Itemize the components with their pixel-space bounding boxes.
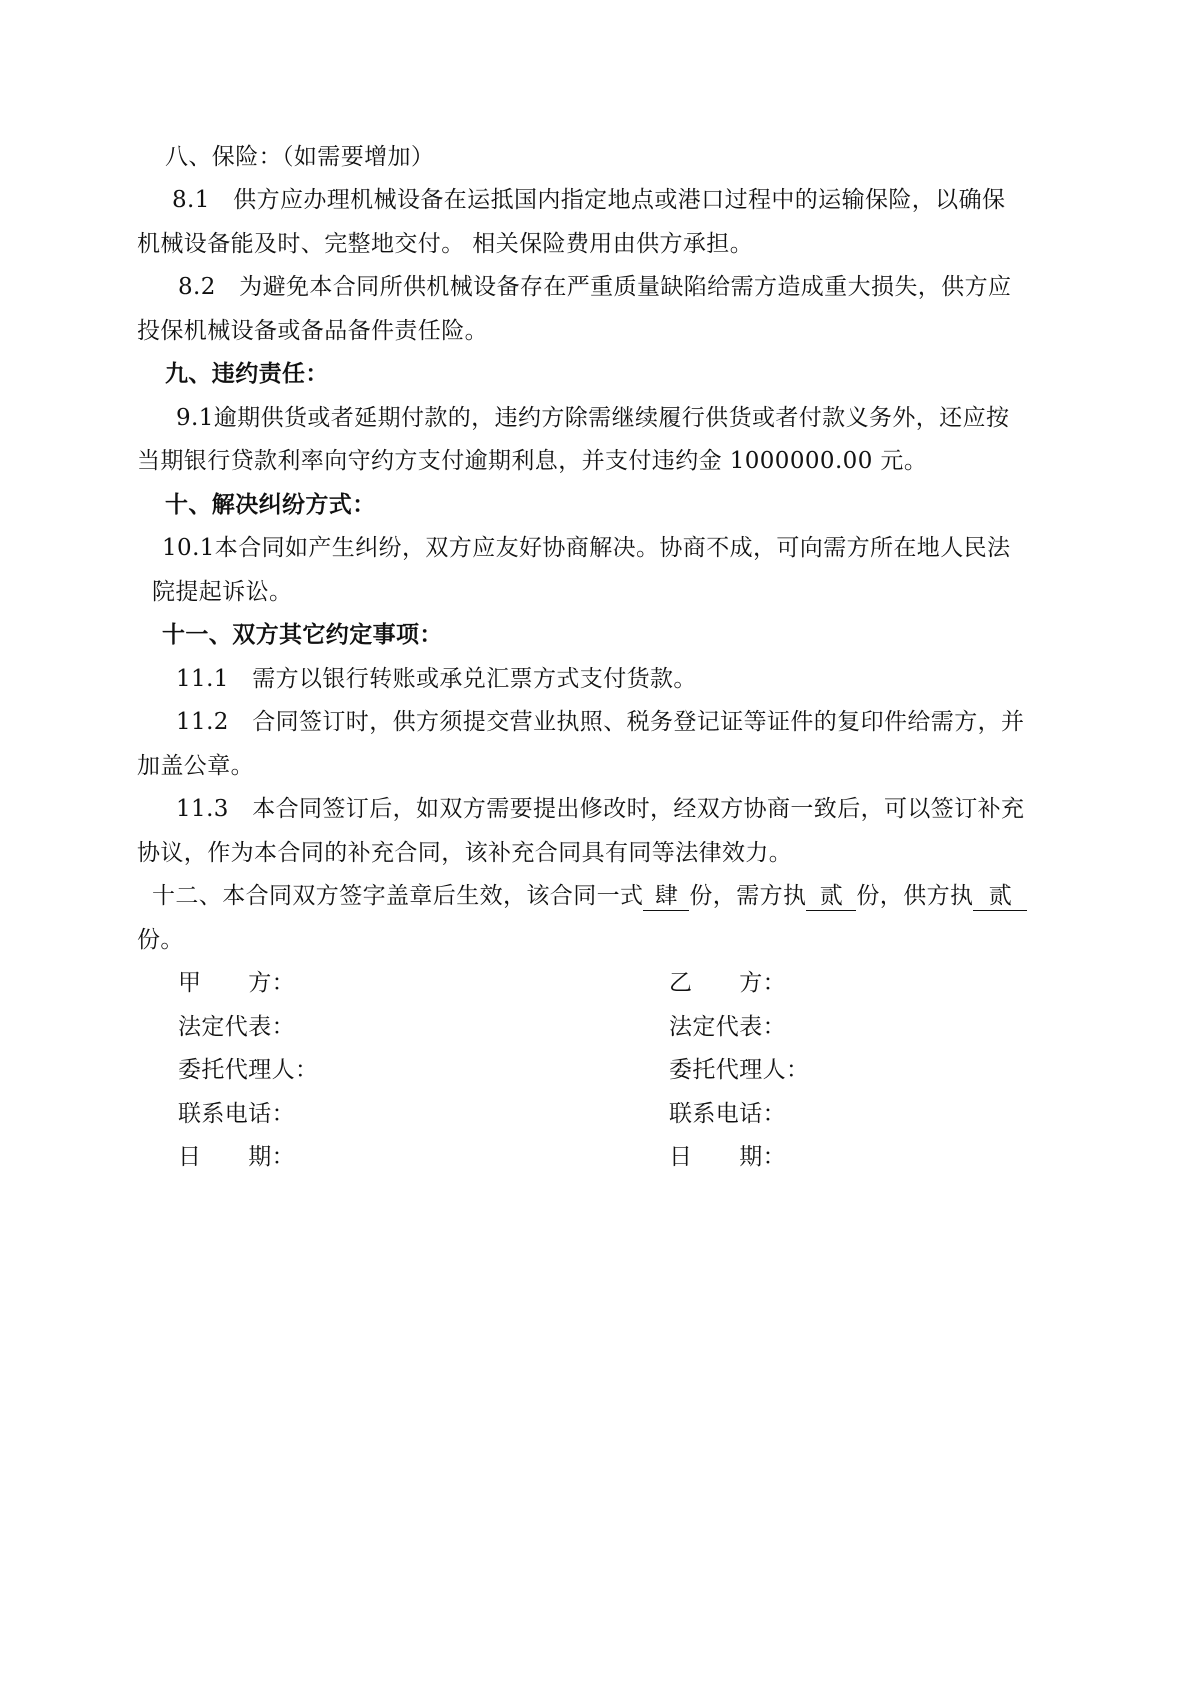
clause-11-2-line-1 <box>176 707 1025 737</box>
clause-11-3-text-1: 11.3 本合同签订后，如双方需要提出修改时，经双方协商一致后，可以签订补充 <box>176 796 1025 822</box>
party-b-legal-rep-label: 法定代表： <box>669 1014 786 1040</box>
clause-9-1-text-1: 9.1逾期供货或者延期付款的，违约方除需继续履行供货或者付款义务外，还应按 <box>176 405 1010 431</box>
section-11-heading: 十一、双方其它约定事项： <box>162 621 443 648</box>
section-10-heading: 十、解决纠纷方式： <box>165 491 376 518</box>
party-b-phone-label: 联系电话： <box>669 1101 786 1127</box>
clause-11-3-line-2: 协议，作为本合同的补充合同，该补充合同具有同等法律效力。 <box>137 840 793 866</box>
total-copies-field: 肆 <box>643 882 689 911</box>
clause-9-1-line-1 <box>176 403 1010 433</box>
party-b-label: 乙 方： <box>669 970 786 996</box>
buyer-copies-field: 贰 <box>806 882 856 911</box>
clause-11-1: 11.1 需方以银行转账或承兑汇票方式支付货款。 <box>176 666 697 692</box>
party-a-phone-label: 联系电话： <box>178 1101 295 1127</box>
section-8-heading: 八、保险：（如需要增加） <box>165 144 435 170</box>
section-12-line-2: 份。 <box>137 927 184 953</box>
section-12-seller-label: 份，供方执 <box>856 883 974 909</box>
section-12-line-1 <box>152 881 1027 911</box>
clause-8-2-line-1 <box>178 272 1012 302</box>
section-9-heading: 九、违约责任： <box>165 360 329 387</box>
party-a-legal-rep-label: 法定代表： <box>178 1014 295 1040</box>
clause-11-2-text-1: 11.2 合同签订时，供方须提交营业执照、税务登记证等证件的复印件给需方，并 <box>176 709 1025 735</box>
clause-8-1-text-1: 8.1 供方应办理机械设备在运抵国内指定地点或港口过程中的运输保险，以确保 <box>172 187 1006 213</box>
clause-8-2-line-2: 投保机械设备或备品备件责任险。 <box>137 318 488 344</box>
clause-11-2-line-2: 加盖公章。 <box>137 753 254 779</box>
clause-9-1-line-2: 当期银行贷款利率向守约方支付逾期利息，并支付违约金 1000000.00 元。 <box>137 448 928 474</box>
party-a-agent-label: 委托代理人： <box>178 1057 319 1083</box>
clause-10-1-line-1 <box>162 533 1011 563</box>
clause-8-1-line-2: 机械设备能及时、完整地交付。 相关保险费用由供方承担。 <box>137 231 754 257</box>
party-b-date-label: 日 期： <box>669 1144 786 1170</box>
clause-11-3-line-1 <box>176 794 1025 824</box>
party-b-agent-label: 委托代理人： <box>669 1057 810 1083</box>
clause-8-2-text-1: 8.2 为避免本合同所供机械设备存在严重质量缺陷给需方造成重大损失，供方应 <box>178 274 1012 300</box>
party-a-date-label: 日 期： <box>178 1144 295 1170</box>
section-12-buyer-label: 份，需方执 <box>689 883 807 909</box>
seller-copies-field: 贰 <box>973 882 1027 911</box>
party-a-label: 甲 方： <box>178 970 295 996</box>
section-12-prefix: 十二、本合同双方签字盖章后生效，该合同一式 <box>152 883 644 909</box>
clause-8-1-line-1 <box>172 185 1006 215</box>
clause-10-1-text-1: 10.1本合同如产生纠纷，双方应友好协商解决。协商不成，可向需方所在地人民法 <box>162 535 1011 561</box>
clause-10-1-line-2: 院提起诉讼。 <box>152 579 293 605</box>
